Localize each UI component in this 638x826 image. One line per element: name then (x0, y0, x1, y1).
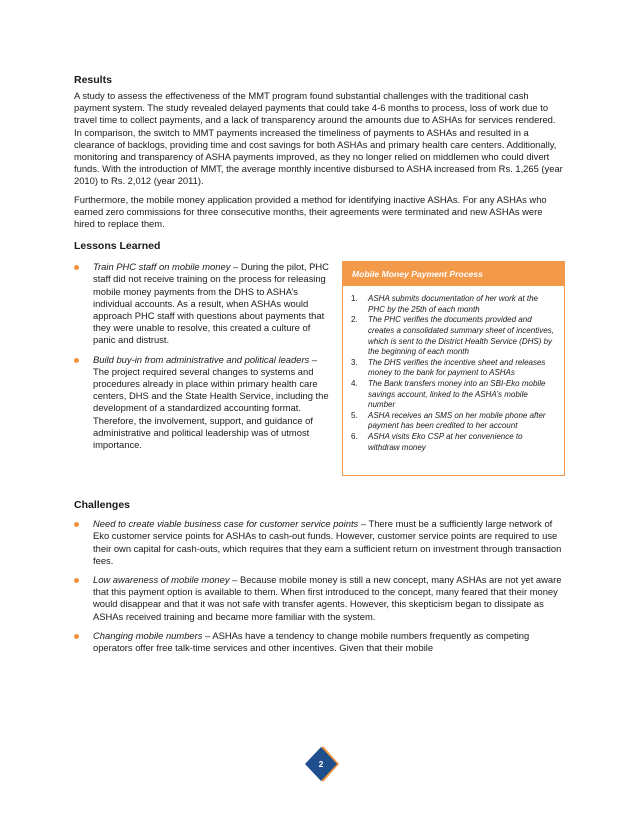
step-number: 5. (351, 410, 358, 420)
bullet-icon (74, 634, 79, 639)
list-item (74, 261, 332, 346)
challenge-lead: Changing mobile numbers (93, 629, 203, 641)
page-content (74, 74, 565, 661)
step-number: 1. (351, 294, 358, 304)
lesson-lead: Build buy-in from administrative and political leaders (93, 353, 310, 365)
page-number-badge (302, 745, 340, 783)
results-paragraph-1: A study to assess the effectiveness of the MMT program found substantial challenges with the traditional cash payment system. The study revealed delayed payments that could take 4-6 months to process, loss of work due to travel time to collect payments, and a lack of transparency around the amounts due to ASHAs for services rendered. In comparison, the switch to MMT payments increased the timeliness of payments to ASHAs and resulted in a clearance of backlogs, providing time and cost savings for both ASHAs and primary health care centers. Additionally, monitoring and transparency of ASHA payments improved, as they no longer relied on middlemen who could divert funds. With the introduction of MMT, the average monthly incentive disbursed to ASHA increased from Rs. 1,265 (year 2010) to Rs. 2,012 (year 2011). (74, 90, 563, 187)
step-text: The Bank transfers money into an SBI-Eko mobile savings account, linked to the ASHA’s mobile number (368, 378, 546, 410)
step-text: The DHS verifies the incentive sheet and releases money to the bank for payment to ASHAs (368, 357, 546, 378)
challenge-lead: Need to create viable business case for customer service points (93, 518, 359, 530)
process-step (351, 315, 556, 357)
process-step (351, 294, 556, 315)
lessons-heading: Lessons Learned (74, 240, 161, 253)
process-step (351, 432, 556, 453)
challenge-text: – ASHAs have a tendency to change mobile numbers frequently as competing operators offer free talk-time services and other incentives. Given that their mobile (93, 629, 530, 654)
page-number: 2 (318, 759, 324, 769)
challenge-text: – Because mobile money is still a new concept, many ASHAs are not yet aware that this payment option is available to them. When first introduced to the concept, many feared that their money would disappear and that it was not safe with transfer agents. However, this skepticism began to dissipate as ASHAs received training and became more familiar with the system. (93, 574, 562, 622)
step-number: 4. (351, 378, 358, 388)
lessons-list (74, 261, 332, 458)
process-step (351, 379, 556, 411)
bullet-icon (74, 578, 79, 583)
process-step (351, 358, 556, 379)
challenges-list (74, 518, 565, 654)
lessons-body (74, 261, 565, 493)
lessons-section (74, 240, 565, 493)
lesson-text: – During the pilot, PHC staff did not receive training on the process for releasing mobile money payments from the DHS to ASHA’s individual accounts. As a result, when ASHAs would approach PHC staff with questions about payments that they were unable to resolve, this created a culture of panic and distrust. (93, 261, 329, 346)
process-box-title: Mobile Money Payment Process (343, 262, 564, 286)
process-box (342, 261, 565, 476)
step-number: 6. (351, 431, 358, 441)
step-text: The PHC verifies the documents provided and creates a consolidated summary sheet of incentives, which is sent to the District Health Service (DHS) by the beginning of each month (368, 315, 554, 357)
list-item (74, 518, 565, 567)
step-number: 2. (351, 315, 358, 325)
step-text: ASHA submits documentation of her work at the PHC by the 25th of each month (368, 294, 539, 314)
lesson-lead: Train PHC staff on mobile money (93, 261, 231, 273)
challenges-heading: Challenges (74, 499, 131, 512)
step-text: ASHA receives an SMS on her mobile phone after payment has been credited to her account (368, 410, 546, 431)
challenge-text: – There must be a sufficiently large network of Eko customer service points for ASHAs to cash-out funds. However, customer service points are required to use their own capital for cash-outs, which requires that they earn a sufficient return on investment through transaction fees. (93, 518, 562, 566)
lesson-text: – The project required several changes to systems and procedures already in place within primary health care centers, DHS and the State Health Service, including the development of a standardized accounting format. Therefore, the involvement, support, and guidance of administrative and political leadership was of utmost importance. (93, 353, 329, 451)
list-item (74, 354, 332, 452)
challenges-section (74, 499, 565, 654)
results-paragraph-2: Furthermore, the mobile money application provided a method for identifying inactive ASHAs. For any ASHAs who earned zero commissions for three consecutive months, their agreements were terminated and new ASHAs were hired to replace them. (74, 193, 547, 230)
list-item (74, 630, 565, 654)
bullet-icon (74, 522, 79, 527)
results-section (74, 74, 565, 230)
step-text: ASHA visits Eko CSP at her convenience to withdraw money (368, 431, 523, 452)
bullet-icon (74, 358, 79, 363)
challenge-lead: Low awareness of mobile money (93, 574, 230, 586)
process-step (351, 411, 556, 432)
process-steps (343, 286, 564, 453)
step-number: 3. (351, 357, 358, 367)
bullet-icon (74, 265, 79, 270)
list-item (74, 574, 565, 623)
results-heading: Results (74, 74, 112, 86)
